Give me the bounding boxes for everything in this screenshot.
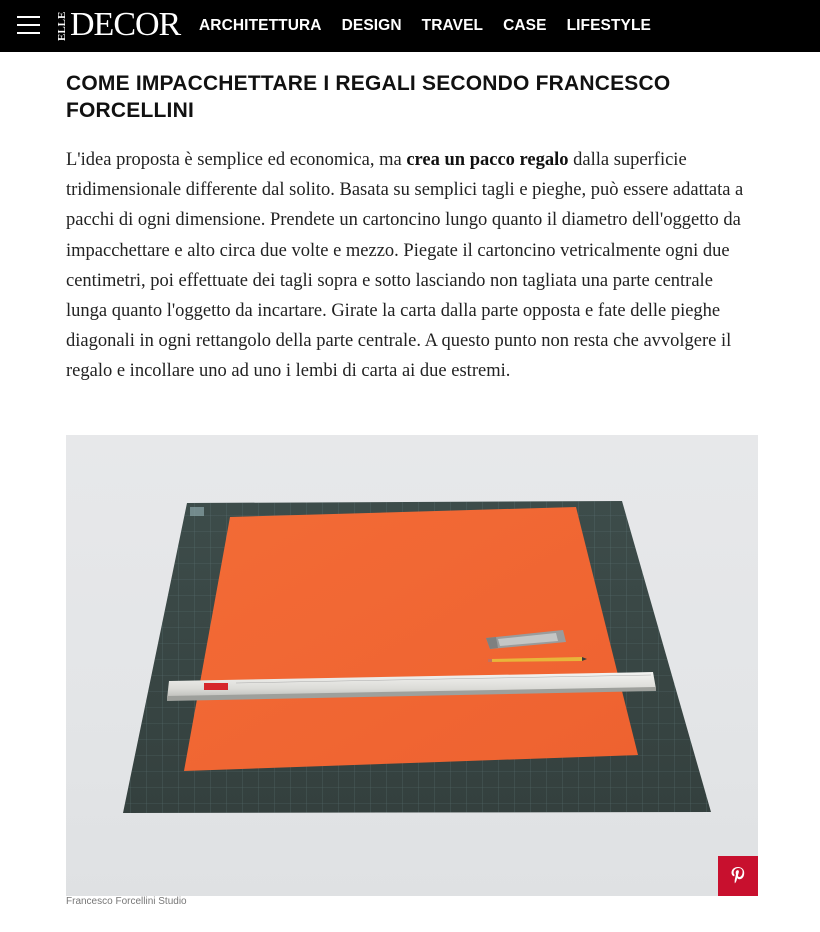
image-caption: Francesco Forcellini Studio [66,896,187,907]
pinterest-share-button[interactable] [718,856,758,896]
site-header [0,0,820,52]
hamburger-menu-icon[interactable] [17,14,41,36]
nav-item-travel[interactable]: TRAVEL [421,17,484,34]
nav-item-lifestyle[interactable]: LIFESTYLE [566,17,651,34]
pinterest-icon [730,866,746,886]
logo-elle: ELLE [56,11,68,41]
article-photo [66,435,758,896]
nav-item-architettura[interactable]: ARCHITETTURA [199,17,322,34]
logo-decor: DECOR [70,6,181,43]
site-logo[interactable] [56,6,180,42]
article-headline: COME IMPACCHETTARE I REGALI SECONDO FRANCESCO FORCELLINI [66,72,671,122]
main-nav [199,0,671,52]
paragraph-text-start: L'idea proposta è semplice ed economica, ma [66,150,407,170]
photo-illustration [66,435,758,896]
article-paragraph [66,145,758,387]
paragraph-text-end: dalla superficie tridimensionale differente dal solito. Basata su semplici tagli e pieghe, può essere adattata a pacchi di ogni dimensione. Prendete un cartoncino lungo quanto il diametro dell'oggetto da impacchettare e alto circa due volte e mezzo. Piegate il cartoncino vetricalmente ogni due centimetri, poi effettuate dei tagli sopra e sotto lasciando non tagliata una parte centrale lunga quanto l'oggetto da incartare. Girate la carta dalla parte opposta e fate delle pieghe diagonali in ogni rettangolo della parte centrale. A questo punto non resta che avvolgere il regalo e incollare uno ad uno i lembi di carta ai due estremi. [66,150,744,382]
nav-item-design[interactable]: DESIGN [341,17,402,34]
nav-item-case[interactable]: CASE [503,17,547,34]
paragraph-bold-text: crea un pacco regalo [406,150,569,170]
orange-cardboard-sheet [184,507,638,771]
